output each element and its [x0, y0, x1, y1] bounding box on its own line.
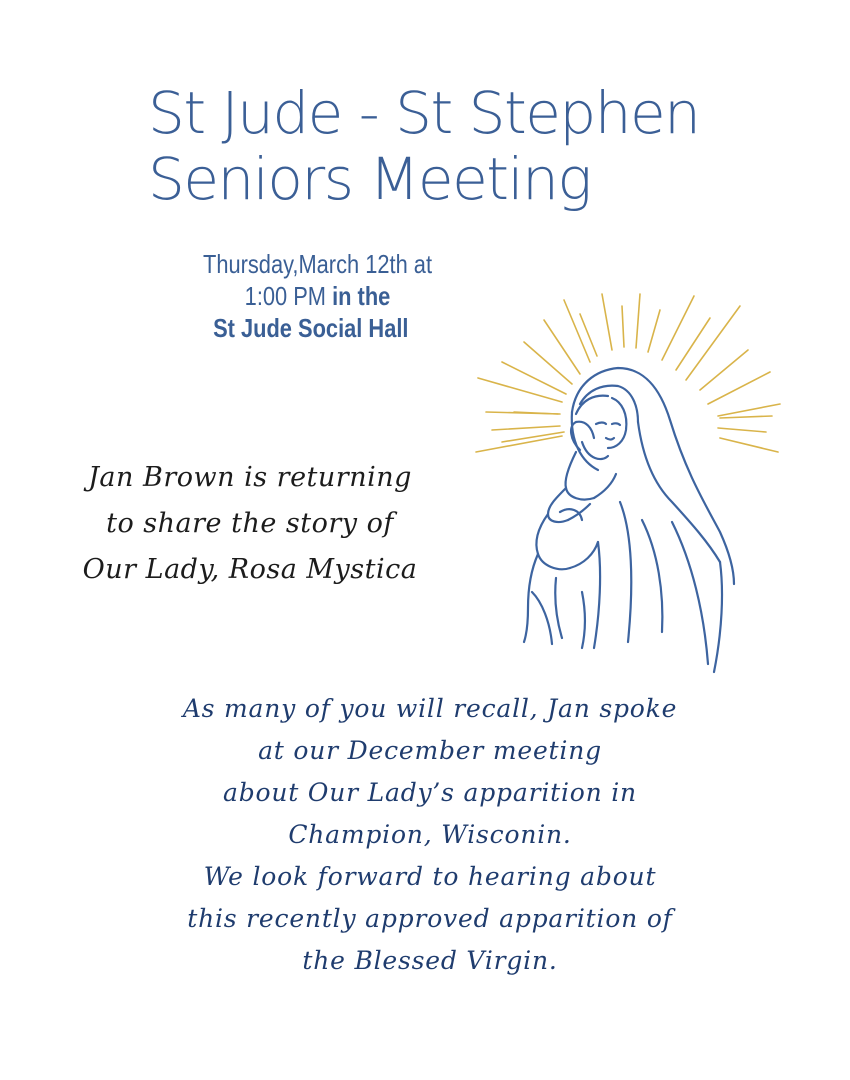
body-line: We look forward to hearing about — [203, 862, 657, 891]
speaker-intro — [50, 455, 450, 593]
intro-line-3: Our Lady, Rosa Mystica — [82, 554, 418, 585]
event-details — [198, 248, 437, 344]
title-line-1: St Jude - St Stephen — [148, 79, 700, 147]
event-location: St Jude Social Hall — [213, 313, 409, 343]
body-line: As many of you will recall, Jan spoke — [182, 694, 678, 723]
body-line: about Our Lady’s apparition in — [223, 778, 637, 807]
sun-rays — [476, 294, 780, 452]
intro-line-1: Jan Brown is returning — [88, 462, 412, 493]
event-time-suffix: in the — [326, 281, 391, 311]
intro-line-2: to share the story of — [106, 508, 394, 539]
body-paragraph — [130, 688, 730, 982]
body-line: Champion, Wisconin. — [288, 820, 572, 849]
event-time: 1:00 PM — [244, 281, 327, 311]
body-line: this recently approved apparition of — [187, 904, 673, 933]
madonna-and-child-illustration — [472, 292, 784, 677]
event-time-line — [198, 280, 437, 312]
body-line: the Blessed Virgin. — [302, 946, 558, 975]
title-line-2: Seniors Meeting — [148, 145, 591, 213]
body-line: at our December meeting — [258, 736, 602, 765]
event-date: Thursday,March 12th at — [202, 249, 433, 279]
meeting-title — [148, 80, 748, 212]
